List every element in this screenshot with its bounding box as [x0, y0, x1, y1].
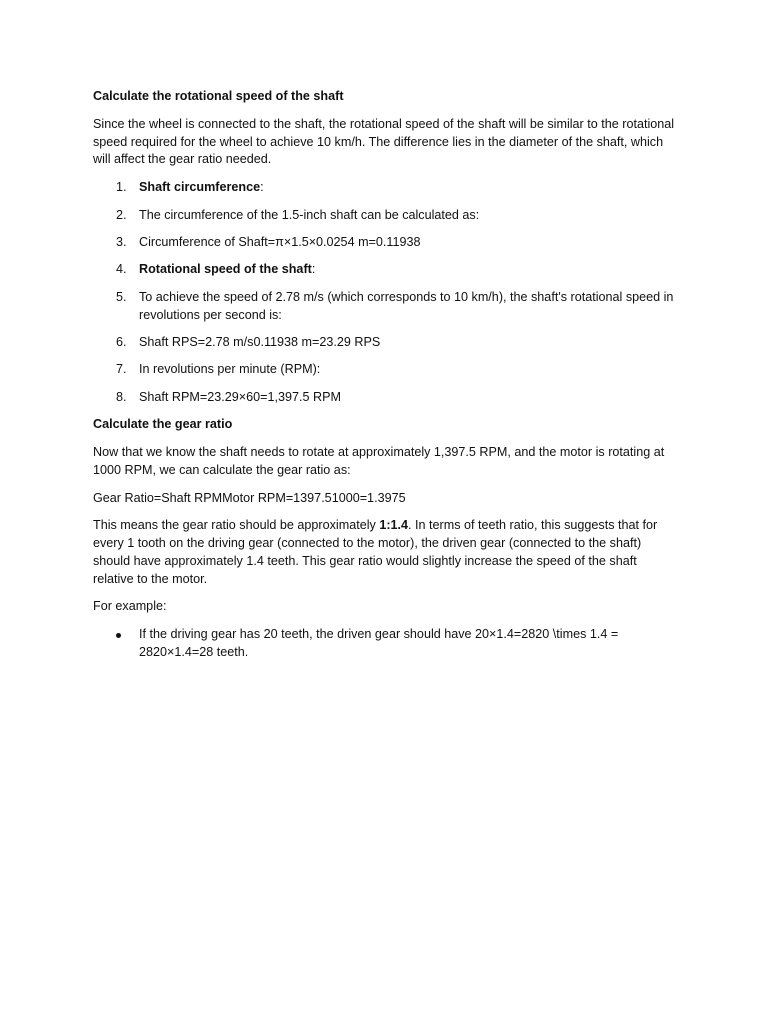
- section-heading-rotational-speed: Calculate the rotational speed of the shaft: [93, 89, 344, 103]
- intro-paragraph: Since the wheel is connected to the shaft, the rotational speed of the shaft will be similar to the rotational speed required for the wheel to achieve 10 km/h. The difference lies in the diameter of the shaft, which will affect the gear ratio needed.: [93, 116, 675, 167]
- gear-ratio-value: 1:1.4: [379, 518, 409, 533]
- list-number: 7.: [116, 362, 127, 377]
- list-item: [93, 261, 676, 279]
- list-item: [93, 389, 676, 407]
- bullet-icon: [116, 633, 121, 638]
- explanation-text: . In terms of teeth ratio, this suggests that for every 1 tooth on the driving gear (connected to the motor), the driven gear (connected to the shaft) should have approximately 1.4 teeth. This gear ratio would slightly increase the speed of the shaft relative to the motor.: [93, 518, 658, 586]
- gear-ratio-formula: Gear Ratio=Shaft RPMMotor RPM=1397.51000=1.3975: [93, 490, 406, 505]
- list-number: 4.: [116, 262, 127, 277]
- list-item-text: The circumference of the 1.5-inch shaft can be calculated as:: [139, 207, 480, 222]
- list-item-text: If the driving gear has 20 teeth, the driven gear should have 20×1.4=2820 \times 1.4 = 2820×1.4=28 teeth.: [139, 627, 619, 660]
- section-heading-gear-ratio: Calculate the gear ratio: [93, 417, 233, 432]
- gear-ratio-intro: Now that we know the shaft needs to rotate at approximately 1,397.5 RPM, and the motor is rotating at 1000 RPM, we can calculate the gear ratio as:: [93, 444, 665, 477]
- list-item-text: Shaft RPM=23.29×60=1,397.5 RPM: [139, 389, 341, 404]
- list-number: 8.: [116, 389, 127, 404]
- list-item-text: Circumference of Shaft=π×1.5×0.0254 m=0.11938: [139, 234, 421, 249]
- calculation-steps-list: [93, 179, 676, 406]
- list-item: [93, 289, 676, 325]
- gear-ratio-explanation: [93, 517, 676, 588]
- list-item-text: To achieve the speed of 2.78 m/s (which corresponds to 10 km/h), the shaft's rotational speed in revolutions per second is:: [139, 289, 674, 322]
- list-number: 5.: [116, 289, 127, 304]
- list-item: [93, 626, 676, 662]
- list-item: [93, 361, 676, 379]
- list-item: [93, 234, 676, 252]
- list-number: 2.: [116, 207, 127, 222]
- list-number: 1.: [116, 180, 127, 195]
- list-item-bold: Shaft circumference: [139, 180, 261, 195]
- list-item-text: :: [311, 262, 316, 277]
- list-item-text: Shaft RPS=2.78 m/s0.11938 m=23.29 RPS: [139, 334, 381, 349]
- list-item-bold: Rotational speed of the shaft: [139, 262, 312, 277]
- list-item: [93, 179, 676, 197]
- list-number: 3.: [116, 234, 127, 249]
- list-item-text: :: [260, 180, 264, 195]
- list-item-text: In revolutions per minute (RPM):: [139, 362, 321, 377]
- example-label: For example:: [93, 599, 167, 614]
- list-number: 6.: [116, 334, 127, 349]
- list-item: [93, 207, 676, 225]
- list-item: [93, 334, 676, 352]
- example-bullet-list: [93, 626, 676, 662]
- explanation-text: This means the gear ratio should be approximately: [93, 518, 380, 533]
